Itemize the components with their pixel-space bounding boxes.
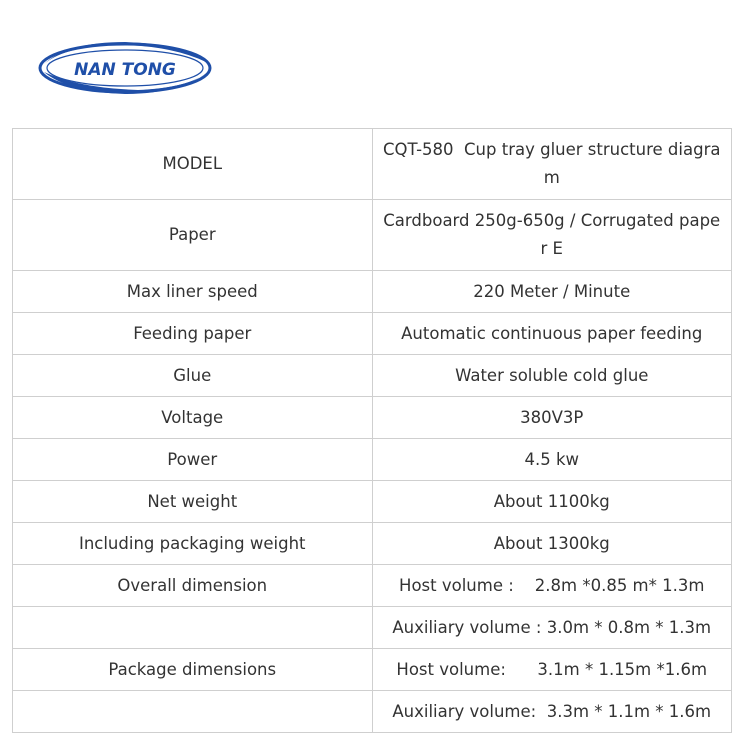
- spec-label: [13, 691, 373, 733]
- spec-value: Auxiliary volume : 3.0m * 0.8m * 1.3m: [372, 607, 732, 649]
- spec-table: [12, 128, 732, 733]
- spec-label: Feeding paper: [13, 313, 373, 355]
- spec-label: Max liner speed: [13, 271, 373, 313]
- spec-label: Package dimensions: [13, 649, 373, 691]
- table-row: [13, 200, 732, 271]
- spec-value: Automatic continuous paper feeding: [372, 313, 732, 355]
- table-row: [13, 439, 732, 481]
- spec-label: Paper: [13, 200, 373, 271]
- spec-value: Water soluble cold glue: [372, 355, 732, 397]
- spec-value: 220 Meter / Minute: [372, 271, 732, 313]
- spec-label: Overall dimension: [13, 565, 373, 607]
- spec-value: Auxiliary volume: 3.3m * 1.1m * 1.6m: [372, 691, 732, 733]
- spec-value: About 1300kg: [372, 523, 732, 565]
- table-row: [13, 129, 732, 200]
- table-row: [13, 355, 732, 397]
- spec-label: [13, 607, 373, 649]
- table-row: [13, 313, 732, 355]
- spec-value: 380V3P: [372, 397, 732, 439]
- table-row: [13, 271, 732, 313]
- nan-tong-logo: [38, 42, 213, 94]
- table-row: [13, 481, 732, 523]
- table-row: [13, 691, 732, 733]
- spec-value: CQT-580 Cup tray gluer structure diagram: [372, 129, 732, 200]
- spec-value: Host volume : 2.8m *0.85 m* 1.3m: [372, 565, 732, 607]
- spec-label: Net weight: [13, 481, 373, 523]
- spec-label: MODEL: [13, 129, 373, 200]
- table-row: [13, 607, 732, 649]
- spec-value: 4.5 kw: [372, 439, 732, 481]
- table-row: [13, 565, 732, 607]
- spec-label: Power: [13, 439, 373, 481]
- table-row: [13, 649, 732, 691]
- spec-label: Glue: [13, 355, 373, 397]
- table-row: [13, 397, 732, 439]
- spec-label: Including packaging weight: [13, 523, 373, 565]
- spec-value: Host volume: 3.1m * 1.15m *1.6m: [372, 649, 732, 691]
- logo-text: NAN TONG: [74, 60, 176, 80]
- spec-value: Cardboard 250g-650g / Corrugated paper E: [372, 200, 732, 271]
- spec-value: About 1100kg: [372, 481, 732, 523]
- spec-label: Voltage: [13, 397, 373, 439]
- table-row: [13, 523, 732, 565]
